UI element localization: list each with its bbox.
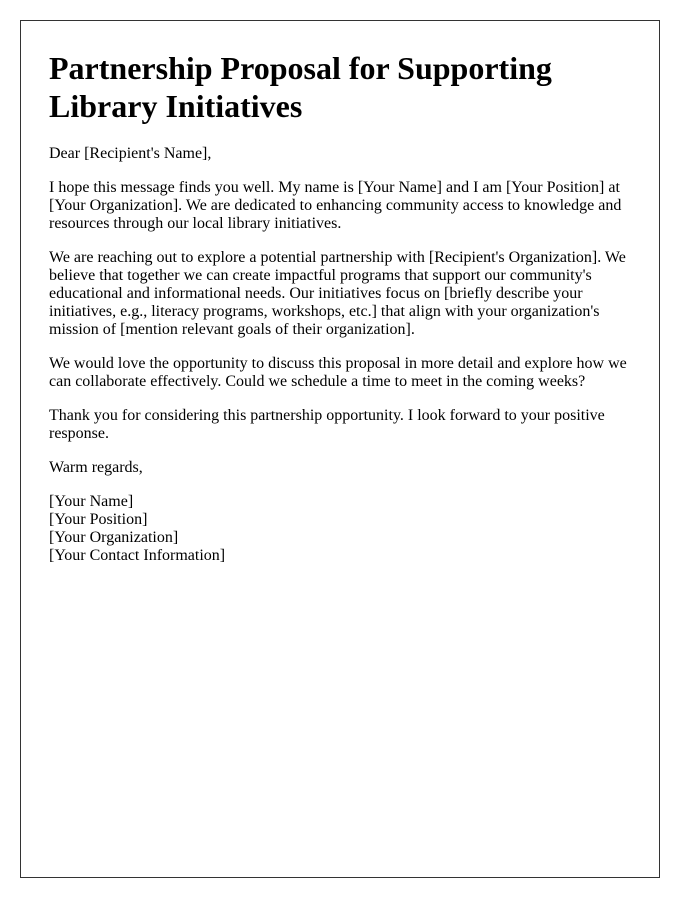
letter-paragraph-meeting-request: We would love the opportunity to discuss this proposal in more detail and explore how we can collaborate effectively. Could we schedule a time to meet in the coming weeks? [49, 355, 627, 390]
signature-name: [Your Name] [49, 493, 134, 510]
letter-salutation: Dear [Recipient's Name], [49, 145, 212, 162]
letter-closing: Warm regards, [49, 459, 143, 476]
letter-paragraph-intro: I hope this message finds you well. My name is [Your Name] and I am [Your Position] at [Your Organization]. We are dedicated to enhancing community access to knowledge and resources through our local library initiatives. [49, 179, 622, 232]
letter-content [49, 49, 641, 565]
letter-page [20, 20, 660, 878]
signature-block [49, 493, 641, 565]
signature-organization: [Your Organization] [49, 529, 179, 546]
signature-position: [Your Position] [49, 511, 148, 528]
signature-contact: [Your Contact Information] [49, 547, 226, 564]
letter-paragraph-proposal: We are reaching out to explore a potential partnership with [Recipient's Organization]. We believe that together we can create impactful programs that support our community's educational and informational needs. Our initiatives focus on [briefly describe your initiatives, e.g., literacy programs, workshops, etc.] that align with your organization's mission of [mention relevant goals of their organization]. [49, 249, 626, 338]
letter-paragraph-thanks: Thank you for considering this partnership opportunity. I look forward to your positive response. [49, 407, 605, 442]
letter-title: Partnership Proposal for Supporting Library Initiatives [49, 50, 552, 124]
